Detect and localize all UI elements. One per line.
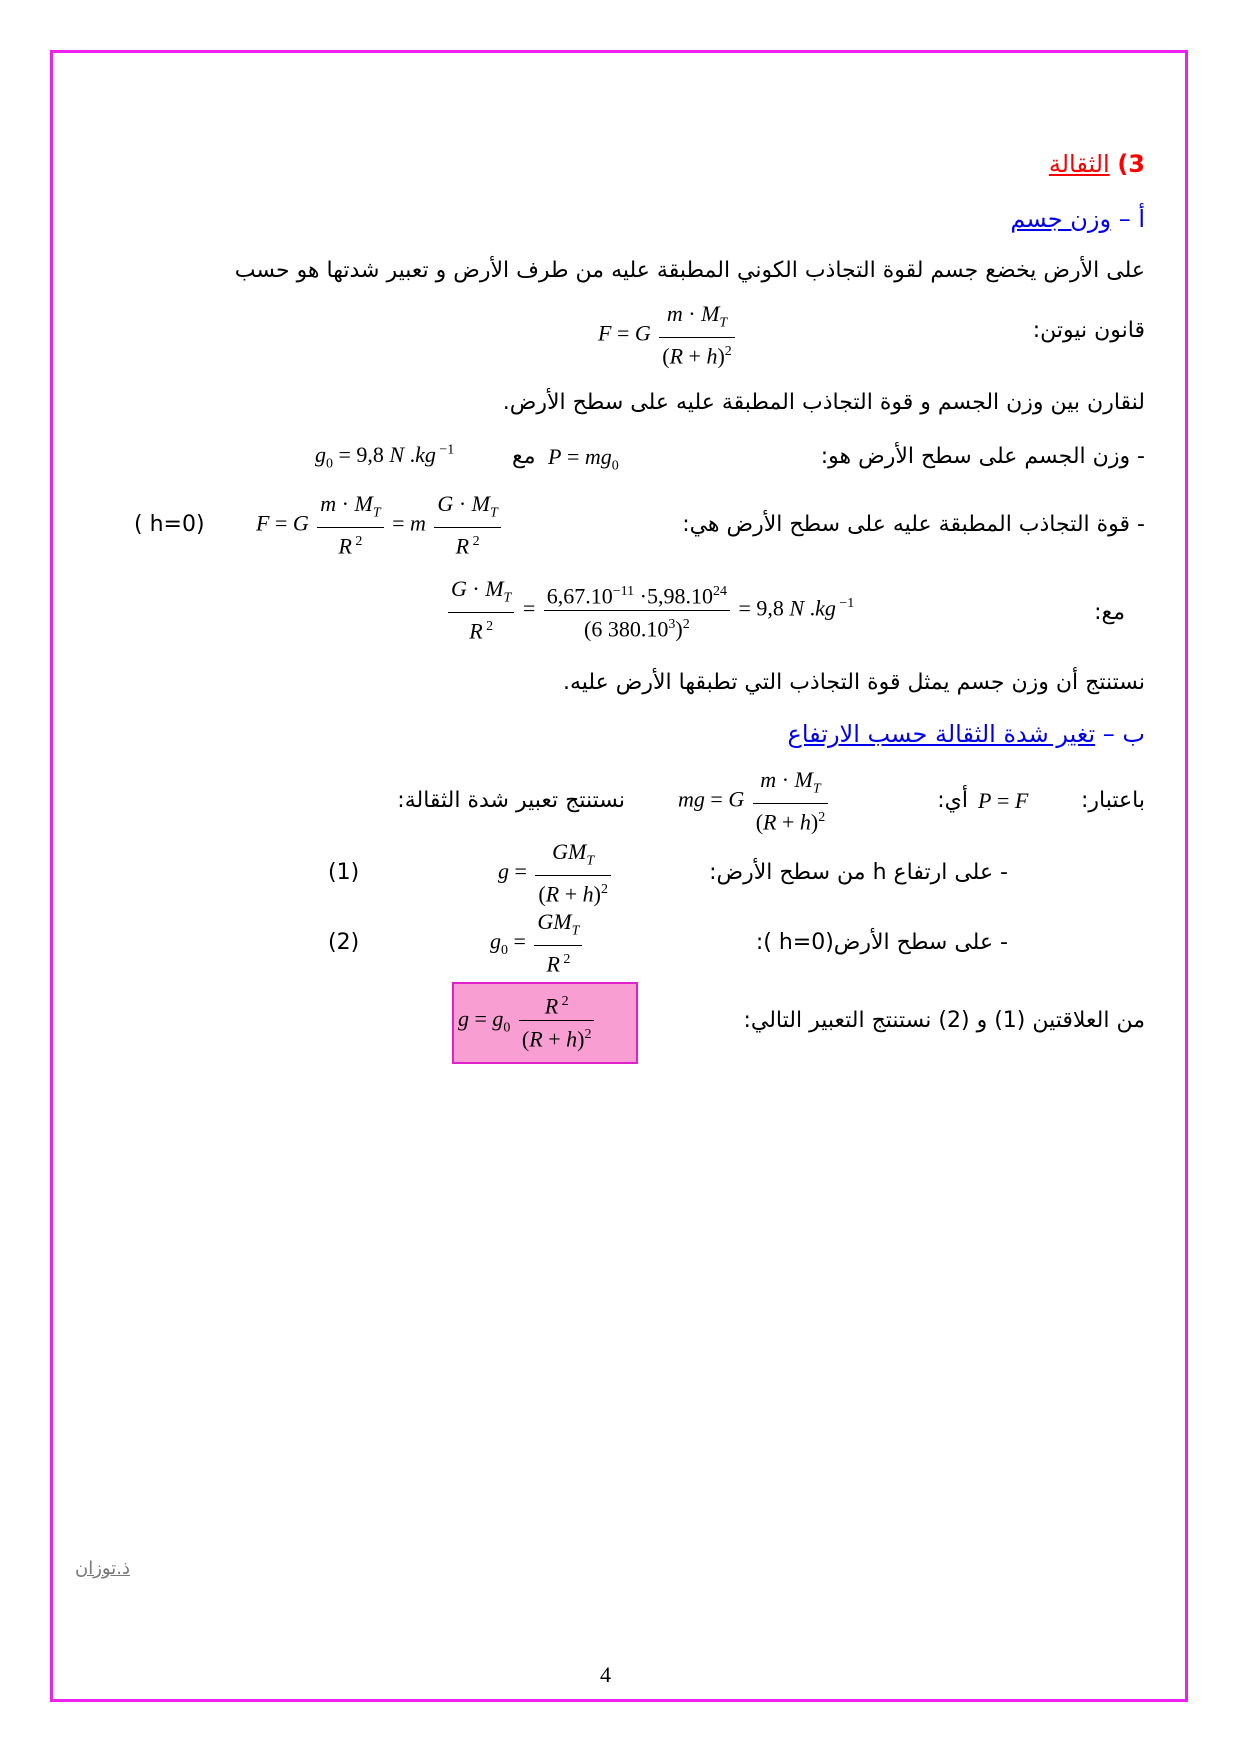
weight-label: - وزن الجسم على سطح الأرض هو: [820,444,1145,469]
sub-b-title: تغير شدة الثقالة حسب الارتفاع [787,720,1096,748]
author-signature: ذ.توزان [75,1558,130,1579]
i-e-label: أي: [937,788,968,813]
sub-a-title: وزن جسم [1010,205,1112,233]
eq2-tag: (2) [328,930,360,955]
conclusion-line: نستنتج أن وزن جسم يمثل قوة التجاذب التي تطبقها الأرض عليه. [562,670,1145,695]
page-border [50,50,1188,1702]
sub-b-heading [788,720,1145,748]
newton-formula: F = G $\frac{m \cdot M_T}{(R + h)^2}$ [598,300,738,371]
intro-line: على الأرض يخضع جسم لقوة التجاذب الكوني المطبقة عليه من طرف الأرض و تعبير شدتها هو حسب [234,258,1145,283]
with-label: مع: [1094,600,1125,625]
result-formula: $g = g_0$ $\frac{R ^2}{(R + h)^2}$ [458,988,597,1054]
force-condition: ( h=0) [134,512,205,537]
newton-label: قانون نيوتن: [1032,318,1145,343]
g0-formula: $g_0$ = $\frac{GM_T}{R ^2}$ [490,908,585,979]
g0-value: $g_0 = 9,8$ N .kg $^{-1}$ [315,442,455,472]
section-title: الثقالة [1048,150,1110,178]
mg-formula: mg = G $\frac{m \cdot M_T}{(R + h)^2}$ [678,766,831,837]
section-heading [1049,150,1145,178]
g-altitude-formula: g = $\frac{GM_T}{(R + h)^2}$ [498,838,614,909]
sub-b-letter: ب – [1102,720,1145,748]
weight-formula: $P = mg_0$ [548,444,619,474]
p-equals-f: P = F [978,788,1029,813]
sub-a-heading [1010,205,1145,233]
compare-line: لنقارن بين وزن الجسم و قوة التجاذب المطبقة عليه على سطح الأرض. [502,390,1145,415]
page-number: 4 [600,1662,611,1687]
numeric-formula: $\frac{G \cdot M_T}{R ^2}$ = $\frac{6,67.10^{-11} \cdot 5,98.10^{24}}{(6 380.10^3)^2}$ = 9,8 N .kg $^{-1}$ [445,575,854,646]
section-number: 3) [1117,150,1145,178]
deduce-label: نستنتج تعبير شدة الثقالة: [397,788,625,813]
weight-with: مع [512,444,536,469]
eq1-tag: (1) [328,860,360,885]
relations-label: من العلاقتين (1) و (2) نستنتج التعبير التالي: [743,1008,1145,1033]
force-formula: F = G $\frac{m \cdot M_T}{R ^2}$ = m $\frac{G \cdot M_T}{R ^2}$ [256,490,504,561]
considering-label: باعتبار: [1081,788,1145,813]
altitude-label: - على ارتفاع h من سطح الأرض: [709,860,1008,885]
surface-label: - على سطح الأرض(h=0 ): [755,930,1008,955]
sub-a-letter: أ – [1118,205,1145,233]
force-label: - قوة التجاذب المطبقة عليه على سطح الأرض هي: [682,512,1145,537]
